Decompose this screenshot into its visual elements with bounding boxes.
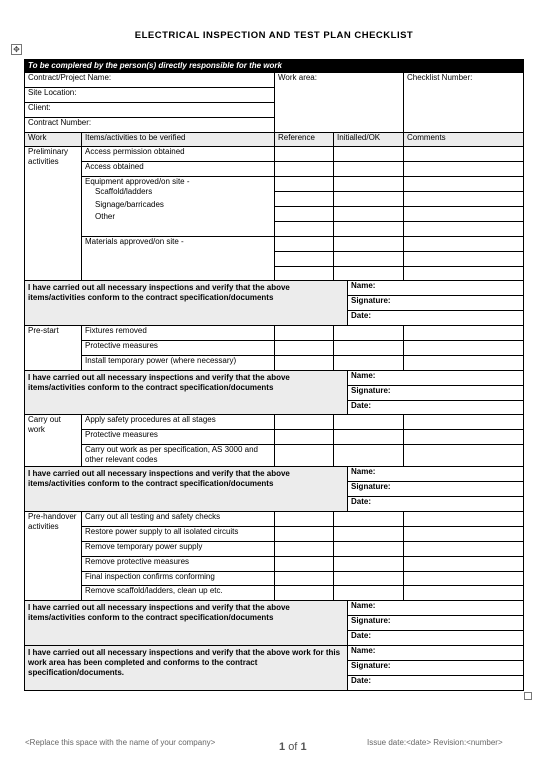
initialled-cell[interactable] <box>334 147 404 162</box>
declaration-row <box>25 645 524 660</box>
declaration-text: I have carried out all necessary inspections and verify that the above items/activities conform to the contract specification/documents <box>25 281 348 326</box>
initialled-cell[interactable] <box>334 526 404 541</box>
comments-cell[interactable] <box>404 355 524 370</box>
comments-cell[interactable] <box>404 445 524 467</box>
reference-cell[interactable] <box>275 251 334 266</box>
instruction-band-row <box>25 60 524 73</box>
declaration-text: I have carried out all necessary inspections and verify that the above items/activities conform to the contract specification/documents <box>25 467 348 512</box>
initialled-cell[interactable] <box>334 207 404 222</box>
table-row <box>25 326 524 341</box>
table-row <box>25 355 524 370</box>
item-label: Protective measures <box>82 430 275 445</box>
item-label: Access permission obtained <box>82 147 275 162</box>
work-label-preliminary: Preliminary activities <box>25 147 82 281</box>
comments-cell[interactable] <box>404 236 524 251</box>
column-header-reference: Reference <box>275 132 334 147</box>
reference-cell[interactable] <box>275 415 334 430</box>
reference-cell[interactable] <box>275 341 334 356</box>
table-row <box>25 341 524 356</box>
initialled-cell[interactable] <box>334 341 404 356</box>
table-row <box>25 430 524 445</box>
site-location-field[interactable]: Site Location: <box>25 87 275 102</box>
initialled-cell[interactable] <box>334 355 404 370</box>
reference-cell[interactable] <box>275 236 334 251</box>
footer-page-number <box>279 741 307 753</box>
name-field[interactable]: Name: <box>348 645 524 660</box>
initialled-cell[interactable] <box>334 541 404 556</box>
reference-cell[interactable] <box>275 162 334 177</box>
client-field[interactable]: Client: <box>25 102 275 117</box>
initialled-cell[interactable] <box>334 556 404 571</box>
item-label: Equipment approved/on site - <box>85 177 190 187</box>
table-resize-handle-icon[interactable] <box>524 692 532 700</box>
contract-number-field[interactable]: Contract Number: <box>25 117 275 132</box>
work-label-prestart: Pre-start <box>25 326 82 371</box>
page-of: of <box>288 741 298 753</box>
sub-item-label: Signage/barricades <box>95 199 164 209</box>
checklist-table <box>24 59 524 691</box>
item-label: Access obtained <box>82 162 275 177</box>
item-label: Remove temporary power supply <box>82 541 275 556</box>
reference-cell[interactable] <box>275 192 334 207</box>
declaration-row <box>25 467 524 482</box>
declaration-text: I have carried out all necessary inspections and verify that the above items/activities conform to the contract specification/documents <box>25 370 348 415</box>
initialled-cell[interactable] <box>334 326 404 341</box>
initialled-cell[interactable] <box>334 251 404 266</box>
reference-cell[interactable] <box>275 526 334 541</box>
reference-cell[interactable] <box>275 207 334 222</box>
date-field[interactable]: Date: <box>348 400 524 415</box>
page-current: 1 <box>279 741 286 753</box>
table-row <box>25 526 524 541</box>
comments-cell[interactable] <box>404 207 524 222</box>
reference-cell[interactable] <box>275 541 334 556</box>
item-label: Carry out all testing and safety checks <box>82 511 275 526</box>
item-label: Remove scaffold/ladders, clean up etc. <box>82 586 275 601</box>
declaration-row <box>25 601 524 616</box>
reference-cell[interactable] <box>275 445 334 467</box>
reference-cell[interactable] <box>275 147 334 162</box>
item-label: Final inspection confirms conforming <box>82 571 275 586</box>
equipment-item <box>82 177 275 237</box>
table-row <box>25 162 524 177</box>
comments-cell[interactable] <box>404 415 524 430</box>
header-row-contract <box>25 73 524 88</box>
name-field[interactable]: Name: <box>348 281 524 296</box>
comments-cell[interactable] <box>404 326 524 341</box>
reference-cell[interactable] <box>275 556 334 571</box>
table-move-handle-icon[interactable]: ✥ <box>11 44 22 55</box>
date-field[interactable]: Date: <box>348 311 524 326</box>
reference-cell[interactable] <box>275 355 334 370</box>
table-row <box>25 415 524 430</box>
footer-issue-revision: Issue date:<date> Revision:<number> <box>367 738 503 747</box>
page-total: 1 <box>300 741 307 753</box>
table-row <box>25 571 524 586</box>
table-row <box>25 541 524 556</box>
reference-cell[interactable] <box>275 511 334 526</box>
column-header-work: Work <box>25 132 82 147</box>
signature-field[interactable]: Signature: <box>348 385 524 400</box>
initialled-cell[interactable] <box>334 586 404 601</box>
comments-cell[interactable] <box>404 341 524 356</box>
item-label: Protective measures <box>82 341 275 356</box>
comments-cell[interactable] <box>404 541 524 556</box>
table-row <box>25 511 524 526</box>
item-label: Install temporary power (where necessary) <box>82 355 275 370</box>
reference-cell[interactable] <box>275 586 334 601</box>
comments-cell[interactable] <box>404 147 524 162</box>
sub-item-label: Other <box>95 212 116 222</box>
initialled-cell[interactable] <box>334 236 404 251</box>
instruction-band: To be complered by the person(s) directly responsible for the work <box>25 60 524 73</box>
item-label: Carry out work as per specification, AS 3000 and other relevant codes <box>82 445 275 467</box>
initialled-cell[interactable] <box>334 192 404 207</box>
initialled-cell[interactable] <box>334 221 404 236</box>
table-row <box>25 147 524 162</box>
comments-cell[interactable] <box>404 571 524 586</box>
date-field[interactable]: Date: <box>348 631 524 646</box>
name-field[interactable]: Name: <box>348 601 524 616</box>
initialled-cell[interactable] <box>334 445 404 467</box>
initialled-cell[interactable] <box>334 266 404 281</box>
comments-cell[interactable] <box>404 192 524 207</box>
column-header-items: Items/activities to be verified <box>82 132 275 147</box>
work-area-field[interactable]: Work area: <box>275 73 404 133</box>
page-title: ELECTRICAL INSPECTION AND TEST PLAN CHECKLIST <box>134 30 414 41</box>
checklist-number-field[interactable]: Checklist Number: <box>404 73 524 133</box>
initialled-cell[interactable] <box>334 430 404 445</box>
initialled-cell[interactable] <box>334 162 404 177</box>
reference-cell[interactable] <box>275 221 334 236</box>
signature-field[interactable]: Signature: <box>348 660 524 675</box>
comments-cell[interactable] <box>404 251 524 266</box>
declaration-text: I have carried out all necessary inspections and verify that the above items/activities conform to the contract specification/documents <box>25 601 348 646</box>
item-label: Remove protective measures <box>82 556 275 571</box>
comments-cell[interactable] <box>404 162 524 177</box>
reference-cell[interactable] <box>275 326 334 341</box>
reference-cell[interactable] <box>275 571 334 586</box>
item-label: Materials approved/on site - <box>82 236 275 281</box>
date-field[interactable]: Date: <box>348 675 524 690</box>
column-header-comments: Comments <box>404 132 524 147</box>
initialled-cell[interactable] <box>334 177 404 192</box>
item-label: Fixtures removed <box>82 326 275 341</box>
comments-cell[interactable] <box>404 266 524 281</box>
signature-field[interactable]: Signature: <box>348 296 524 311</box>
sub-item-label: Scaffold/ladders <box>95 187 153 197</box>
comments-cell[interactable] <box>404 177 524 192</box>
comments-cell[interactable] <box>404 586 524 601</box>
initialled-cell[interactable] <box>334 571 404 586</box>
signature-field[interactable]: Signature: <box>348 616 524 631</box>
name-field[interactable]: Name: <box>348 467 524 482</box>
name-field[interactable]: Name: <box>348 370 524 385</box>
contract-project-field[interactable]: Contract/Project Name: <box>25 73 275 88</box>
declaration-row <box>25 370 524 385</box>
comments-cell[interactable] <box>404 221 524 236</box>
footer-company: <Replace this space with the name of your company> <box>25 738 216 747</box>
signature-field[interactable]: Signature: <box>348 482 524 497</box>
declaration-row <box>25 281 524 296</box>
table-row <box>25 586 524 601</box>
column-header-row <box>25 132 524 147</box>
comments-cell[interactable] <box>404 526 524 541</box>
column-header-initialled: Initialled/OK <box>334 132 404 147</box>
table-row <box>25 236 524 251</box>
comments-cell[interactable] <box>404 511 524 526</box>
date-field[interactable]: Date: <box>348 497 524 512</box>
reference-cell[interactable] <box>275 266 334 281</box>
reference-cell[interactable] <box>275 177 334 192</box>
table-row <box>25 556 524 571</box>
work-label-carryout: Carry out work <box>25 415 82 467</box>
initialled-cell[interactable] <box>334 415 404 430</box>
initialled-cell[interactable] <box>334 511 404 526</box>
comments-cell[interactable] <box>404 556 524 571</box>
work-label-prehandover: Pre-handover activities <box>25 511 82 600</box>
item-label: Restore power supply to all isolated circuits <box>82 526 275 541</box>
table-row <box>25 445 524 467</box>
reference-cell[interactable] <box>275 430 334 445</box>
final-declaration-text: I have carried out all necessary inspections and verify that the above work for this work area has been completed and conforms to the contract specification/documents. <box>25 645 348 690</box>
comments-cell[interactable] <box>404 430 524 445</box>
table-row <box>25 177 524 192</box>
item-label: Apply safety procedures at all stages <box>82 415 275 430</box>
